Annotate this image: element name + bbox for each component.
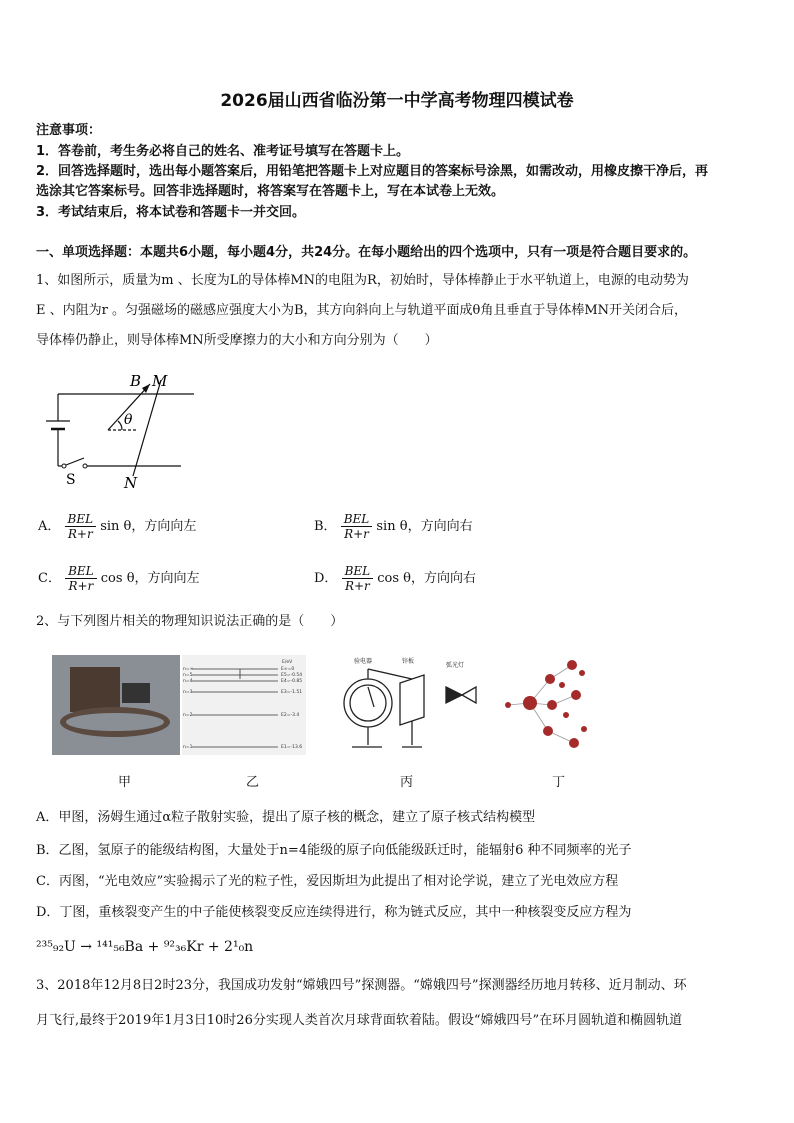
notice-item: 3．考试结束后，将本试卷和答题卡一并交回。 bbox=[36, 205, 306, 220]
photoelectric-diagram bbox=[338, 655, 478, 755]
option-letter: B． bbox=[314, 519, 337, 534]
q2-option-d[interactable]: D．丁图，重核裂变产生的中子能使核裂变反应连续得进行，称为链式反应，其中一种核裂变反应方程为 bbox=[36, 905, 632, 920]
e-label: E2=-3.4 bbox=[281, 713, 300, 718]
label-b: B bbox=[130, 372, 142, 390]
q1-stem-line: 导体棒仍静止，则导体棒MN所受摩擦力的大小和方向分别为（ ） bbox=[36, 333, 438, 348]
caption-jia: 甲 bbox=[118, 775, 132, 790]
numerator: BEL bbox=[342, 564, 374, 579]
photo-jia bbox=[52, 655, 180, 755]
notice-item: 选涂其它答案标号。回答非选择题时，将答案写在答题卡上，写在本试卷上无效。 bbox=[36, 184, 505, 199]
energy-unit: E/eV bbox=[282, 660, 293, 665]
option-letter: C． bbox=[38, 571, 61, 586]
q2-option-a[interactable]: A．甲图，汤姆生通过α粒子散射实验，提出了原子核的概念，建立了原子核式结构模型 bbox=[36, 810, 536, 825]
q1-stem-line: 1、如图所示，质量为m 、长度为L的导体棒MN的电阻为R，初始时，导体棒静止于水平轨道上，电源的电动势为 bbox=[36, 273, 689, 288]
option-letter: D． bbox=[314, 571, 338, 586]
label-arc-lamp: 弧光灯 bbox=[446, 662, 465, 669]
label-m: M bbox=[152, 372, 168, 390]
n-label: n=5 bbox=[183, 673, 193, 678]
option-text: ，方向向右 bbox=[411, 571, 477, 586]
denominator: R+r bbox=[67, 527, 93, 541]
e-label: E3=-1.51 bbox=[281, 690, 303, 695]
notice-item: 2．回答选择题时，选出每小题答案后，用铅笔把答题卡上对应题目的答案标号涂黑，如需改动，用橡皮擦干净后，再 bbox=[36, 164, 709, 179]
q1-stem-line: E 、内阻为r 。匀强磁场的磁感应强度大小为B，其方向斜向上与轨道平面成θ角且垂直于导体棒MN开关闭合后， bbox=[36, 303, 688, 318]
caption-bing: 丙 bbox=[400, 775, 414, 790]
trig: sin θ bbox=[100, 519, 132, 534]
fraction bbox=[65, 512, 97, 541]
n-label: n=1 bbox=[183, 745, 193, 750]
photo-yi-energy-levels bbox=[182, 655, 306, 755]
photo-ding-chain-reaction bbox=[500, 655, 590, 755]
q3-stem-line: 月飞行,最终于2019年1月3日10时26分实现人类首次月球背面软着陆。假设“嫦娥四号”在环月圆轨道和椭圆轨道 bbox=[36, 1013, 683, 1028]
chain-reaction-diagram bbox=[500, 655, 590, 755]
photo-bing-photoelectric bbox=[338, 655, 478, 755]
label-theta: θ bbox=[124, 412, 133, 428]
trig: cos θ bbox=[377, 571, 412, 586]
section-heading: 一、单项选择题：本题共6小题，每小题4分，共24分。在每小题给出的四个选项中，只有一项是符合题目要求的。 bbox=[36, 245, 697, 260]
q2-option-c[interactable]: C．丙图，“光电效应”实验揭示了光的粒子性，爱因斯坦为此提出了相对论学说，建立了光电效应方程 bbox=[36, 874, 619, 889]
label-zinc-plate: 锌板 bbox=[402, 658, 415, 665]
e-label: E5=-0.54 bbox=[281, 673, 303, 678]
page-title: 2026届山西省临汾第一中学高考物理四模试卷 bbox=[220, 91, 574, 111]
option-text: ，方向向左 bbox=[131, 519, 197, 534]
notice-item: 1．答卷前，考生务必将自己的姓名、准考证号填写在答题卡上。 bbox=[36, 144, 410, 159]
n-label: n=∞ bbox=[183, 667, 194, 672]
notice-heading: 注意事项： bbox=[36, 123, 102, 138]
trig: sin θ bbox=[376, 519, 408, 534]
q3-stem-line: 3、2018年12月8日2时23分，我国成功发射“嫦娥四号”探测器。“嫦娥四号”探测器经历地月转移、近月制动、环 bbox=[36, 978, 687, 993]
q2-stem: 2、与下列图片相关的物理知识说法正确的是（ ） bbox=[36, 614, 344, 629]
label-electroscope: 验电器 bbox=[354, 658, 373, 665]
n-label: n=2 bbox=[183, 713, 193, 718]
denominator: R+r bbox=[344, 527, 369, 541]
e-label: E4=-0.85 bbox=[281, 679, 303, 684]
caption-yi: 乙 bbox=[246, 775, 260, 790]
label-n: N bbox=[124, 474, 138, 491]
e-label: E∞=0 bbox=[281, 667, 295, 672]
q2-option-b[interactable]: B．乙图，氢原子的能级结构图，大量处于n=4能级的原子向低能级跃迁时，能辐射6 种不同频率的光子 bbox=[36, 843, 632, 858]
numerator: BEL bbox=[341, 512, 373, 527]
option-letter: A． bbox=[38, 519, 61, 534]
fission-equation: ²³⁵₉₂U → ¹⁴¹₅₆Ba + ⁹²₃₆Kr + 2¹₀n bbox=[36, 939, 254, 955]
caption-ding: 丁 bbox=[552, 775, 566, 790]
n-label: n=3 bbox=[183, 690, 193, 695]
e-label: E1=-13.6 bbox=[281, 745, 303, 750]
energy-level-diagram bbox=[182, 655, 306, 755]
option-d[interactable] bbox=[314, 564, 476, 593]
numerator: BEL bbox=[65, 512, 97, 527]
option-a[interactable] bbox=[38, 512, 196, 541]
fraction bbox=[65, 564, 97, 593]
trig: cos θ bbox=[100, 571, 135, 586]
denominator: R+r bbox=[68, 579, 94, 593]
option-b[interactable] bbox=[314, 512, 473, 541]
n-label: n=4 bbox=[183, 679, 193, 684]
option-text: ，方向向右 bbox=[407, 519, 473, 534]
fraction bbox=[342, 564, 374, 593]
q1-circuit-figure bbox=[36, 366, 206, 491]
fraction bbox=[341, 512, 373, 541]
numerator: BEL bbox=[65, 564, 97, 579]
option-c[interactable] bbox=[38, 564, 200, 593]
option-text: ，方向向左 bbox=[134, 571, 200, 586]
denominator: R+r bbox=[344, 579, 370, 593]
label-s: S bbox=[66, 472, 76, 488]
